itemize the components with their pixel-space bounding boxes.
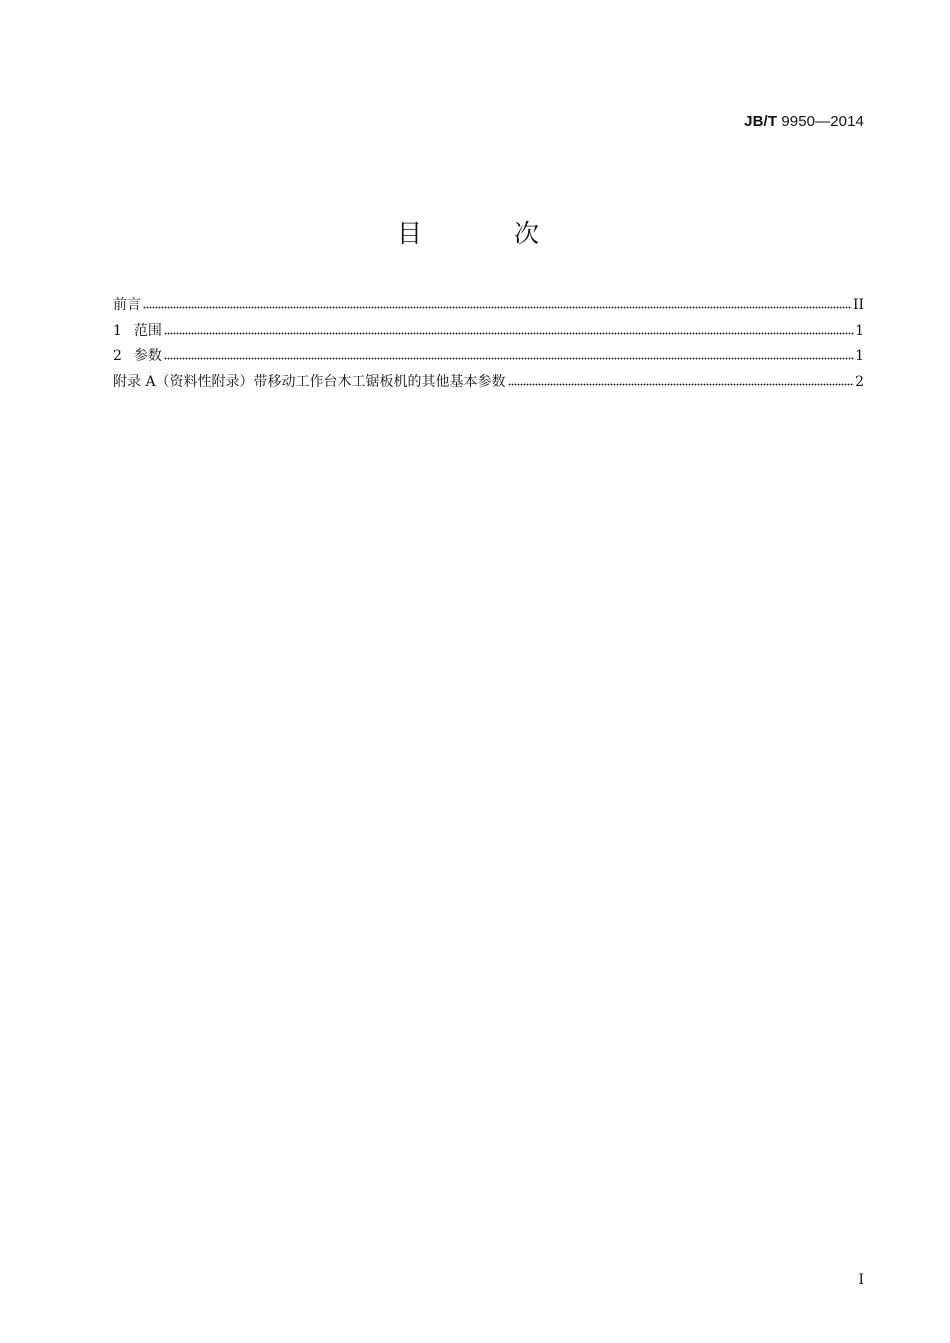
toc-section-number: 2 xyxy=(113,348,122,364)
toc-title: 目 次 xyxy=(397,219,581,248)
toc-entry-annex-a[interactable] xyxy=(113,372,864,398)
standard-prefix: JB/T xyxy=(744,113,778,130)
dot-leader xyxy=(508,372,855,386)
toc-page-number: 1 xyxy=(855,348,864,364)
toc-page-number: 2 xyxy=(855,373,864,390)
toc-section-number: 1 xyxy=(113,322,122,339)
dot-leader xyxy=(164,346,854,360)
dot-leader xyxy=(143,295,852,309)
toc-entry-text xyxy=(113,321,162,341)
standard-code xyxy=(744,113,864,130)
toc-entry-foreword[interactable] xyxy=(113,295,864,321)
toc-entry-label: 参数 xyxy=(133,348,162,364)
toc-entry-label: 附录 A（资料性附录）带移动工作台木工锯板机的其他基本参数 xyxy=(113,373,506,390)
standard-number: 9950—2014 xyxy=(781,113,864,130)
toc-entry-parameters[interactable] xyxy=(113,346,864,372)
toc-page-number: 1 xyxy=(855,322,864,339)
table-of-contents xyxy=(113,295,864,397)
dot-leader xyxy=(164,321,854,335)
toc-entry-text xyxy=(113,346,162,366)
page-number: I xyxy=(858,1272,864,1288)
toc-page-number: II xyxy=(852,297,864,313)
toc-entry-label: 范围 xyxy=(133,322,162,339)
toc-entry-scope[interactable] xyxy=(113,321,864,347)
toc-entry-label: 前言 xyxy=(113,297,141,313)
